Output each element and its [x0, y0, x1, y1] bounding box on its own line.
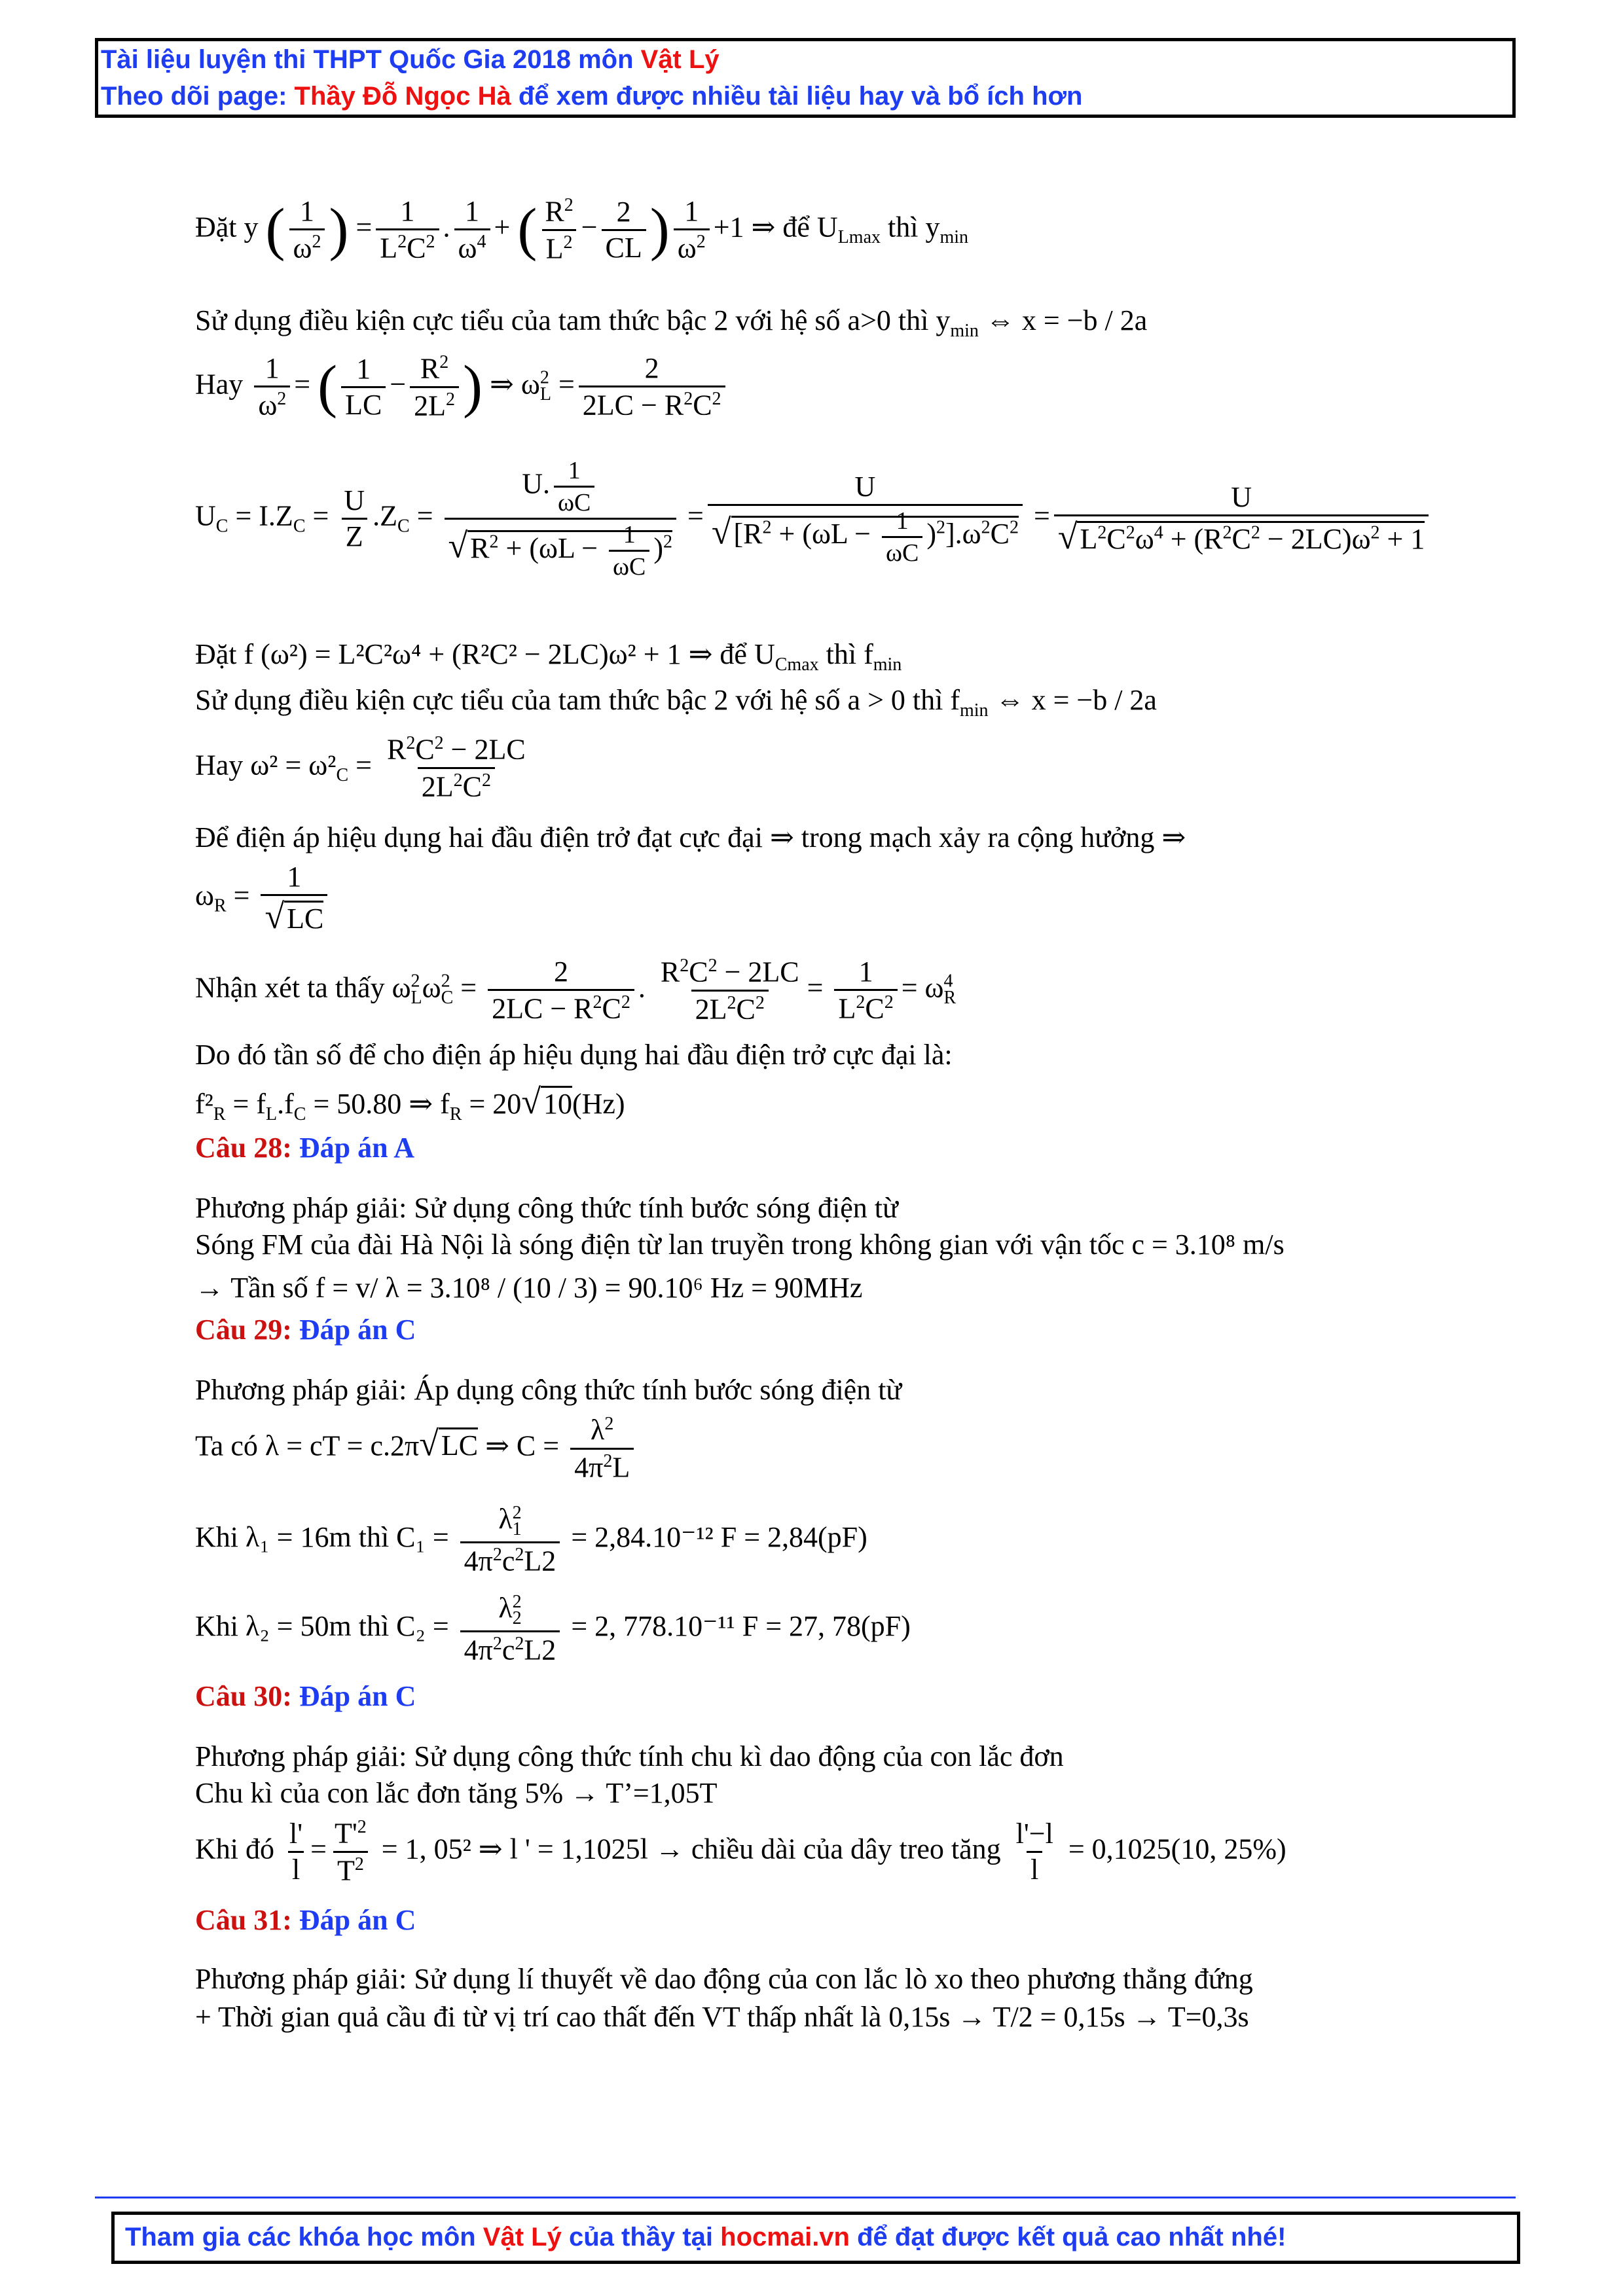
q28-line-3: → Tần số f = v/ λ = 3.10⁸ / (10 / 3) = 90.10⁶ Hz = 90MHz [195, 1272, 863, 1304]
text-cuc-tieu-1: Sử dụng điều kiện cực tiểu của tam thức bậc 2 với hệ số a>0 thì $y_{min}$ ⇔ x = −b / 2a [195, 304, 1148, 341]
text-cuc-tieu-2: Sử dụng điều kiện cực tiểu của tam thức bậc 2 với hệ số a > 0 thì $f_{min}$ ⇔ x = −b / 2a [195, 684, 1157, 721]
q28-line-2: Sóng FM của đài Hà Nội là sóng điện từ lan truyền trong không gian với vận tốc c = 3.10⁸ m/s [195, 1229, 1285, 1261]
q30-line-1: Phương pháp giải: Sử dụng công thức tính chu kì dao động của con lắc đơn [195, 1740, 1064, 1772]
question-31-heading: Câu 31: Đáp án C [195, 1904, 416, 1936]
eq-fr: $f^2_R = f_L.f_C = 50.80$ ⇒ $f_R = 20√10(Hz)$ [195, 1082, 625, 1124]
q31-line-2: + Thời gian quả cầu đi từ vị trí cao thất đến VT thấp nhất là 0,15s → T/2 = 0,15s → T=0,3s [195, 2001, 1249, 2033]
q31-line-1: Phương pháp giải: Sử dụng lí thuyết về dao động của con lắc lò xo theo phương thẳng đứng [195, 1963, 1253, 1995]
header-follow-suffix: để xem được nhiều tài liệu hay và bổ ích hơn [511, 82, 1083, 111]
header-subject: Vật Lý [640, 45, 720, 74]
question-30-heading: Câu 30: Đáp án C [195, 1680, 416, 1712]
q29-eq-c1: Khi λ₁ = 16m thì C₁ = $\frac{\lambda^2_1}{4\pi^2c^2L2}$ = 2,84.10⁻¹² F = 2,84(pF) [195, 1503, 867, 1578]
header-line-2 [101, 82, 1082, 111]
q30-line-2: Chu kì của con lắc đơn tăng 5% → T’=1,05T [195, 1777, 718, 1809]
footer-box [111, 2212, 1520, 2264]
footer-divider [95, 2197, 1516, 2198]
eq-dat-y: Đặt y ( $\frac{1}{\omega^2}$ ) = $\frac{1}{L^2C^2}$ . $\frac{1}{\omega^4}$ + ( $\frac{R^2}{L^2}$ − $\frac{2}{CL}$ ) $\frac{1}{\omega^2}$ +1 ⇒ để $U_{Lmax}$ thì $y_{min}$ [195, 194, 969, 265]
header-teacher-link[interactable]: Thầy Đỗ Ngọc Hà [294, 82, 511, 111]
header-line-1 [101, 45, 720, 75]
question-28-heading: Câu 28: Đáp án A [195, 1132, 414, 1164]
text-do-do: Do đó tần số để cho điện áp hiệu dụng hai đầu điện trở cực đại là: [195, 1039, 953, 1071]
header-follow-label: Theo dõi page: [101, 82, 295, 111]
q29-eq-c: Ta có λ = cT = c.2π√LC ⇒ C = $\frac{\lambda^2}{4\pi^2L}$ [195, 1415, 638, 1482]
q29-line-1: Phương pháp giải: Áp dụng công thức tính bước sóng điện từ [195, 1374, 902, 1406]
eq-dat-f: Đặt f (ω²) = L²C²ω⁴ + (R²C² − 2LC)ω² + 1 ⇒ để $U_{Cmax}$ thì $f_{min}$ [195, 638, 902, 675]
eq-uc: $U_C = I.Z_C$ = $\frac{U}{Z}$ $.Z_C$ = U. $\frac{1}{\omega C}$ $√R^2 + (\omega L$ − $\frac{1}{\omega C}$ )$^2$ = U $√[R^2 + (\omega L$ − $\frac{1}{\omega C}$ )$^2].\omega^2C^2$ = $\frac{U}{√L^2C^2\omega^4 + (R^2C^2 - 2LC)\omega^2 + 1}$ [195, 458, 1432, 579]
header-box [95, 38, 1516, 118]
text-dien-ap: Để điện áp hiệu dụng hai đầu điện trở đạt cực đại ⇒ trong mạch xảy ra cộng hưởng ⇒ [195, 821, 1186, 853]
header-title: Tài liệu luyện thi THPT Quốc Gia 2018 môn [101, 45, 641, 74]
eq-omega-r: $\omega_R$ = $\frac{1}{√LC}$ [195, 863, 331, 934]
q29-eq-c2: Khi λ₂ = 50m thì C₂ = $\frac{\lambda^2_2}{4\pi^2c^2L2}$ = 2, 778.10⁻¹¹ F = 27, 78(pF) [195, 1592, 911, 1667]
q30-eq: Khi đó $\frac{l'}{l}$ = $\frac{T'^2}{T^2}$ = 1, 05² ⇒ l ' = 1,1025l → chiều dài của dây treo tăng $\frac{l'-l}{l}$ = 0,1025(10, 25%) [195, 1817, 1286, 1887]
eq-hay-omega-l: Hay $\frac{1}{\omega^2}$ = ( $\frac{1}{LC}$ − $\frac{R^2}{2L^2}$ ) ⇒ $\omega^2_L$ = $\frac{2}{2LC - R^2C^2}$ [195, 353, 729, 420]
eq-hay-omega-c: Hay $\omega^2 = \omega^2_C$ = $\frac{R^2C^2 - 2LC}{2L^2C^2}$ [195, 733, 526, 803]
footer-site-link[interactable]: hocmai.vn [720, 2223, 850, 2251]
eq-nhan-xet: Nhận xét ta thấy $\omega^2_L\omega^2_C$ = $\frac{2}{2LC - R^2C^2}$ . $\frac{R^2C^2 - 2LC}{2L^2C^2}$ = $\frac{1}{L^2C^2}$ = $\omega^4_R$ [195, 955, 957, 1026]
q28-line-1: Phương pháp giải: Sử dụng công thức tính bước sóng điện từ [195, 1192, 898, 1224]
footer-line: Tham gia các khóa học môn Vật Lý của thầy tại hocmai.vn để đạt được kết quả cao nhất nhé! [125, 2223, 1286, 2251]
question-29-heading: Câu 29: Đáp án C [195, 1314, 416, 1346]
